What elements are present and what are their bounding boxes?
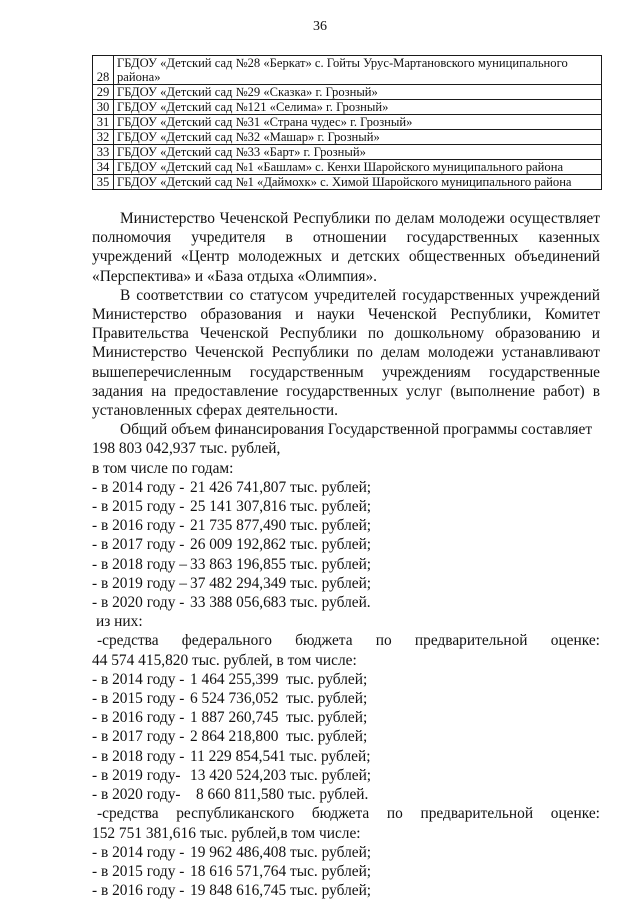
list-item [92,881,600,900]
year-label: - в 2019 году- [92,766,181,784]
year-amount: 33 863 196,855 тыс. рублей; [190,555,372,573]
year-label: - в 2019 году – [92,574,187,592]
list-item [92,574,600,593]
total-by-years-list [92,478,600,612]
year-amount: 1 887 260,745 тыс. рублей; [190,709,368,727]
list-item [92,843,600,862]
table-row [93,160,602,175]
year-label: - в 2015 году - [92,690,185,708]
year-amount: 26 009 192,862 тыс. рублей; [190,536,372,554]
year-amount: 21 735 877,490 тыс. рублей; [190,517,372,535]
year-amount: 6 524 736,052 тыс. рублей; [190,690,368,708]
year-amount: 18 616 571,764 тыс. рублей; [190,862,372,880]
heading-word: республиканского [176,805,295,823]
heading-word: оценке: [550,632,600,650]
row-name-line: ГБДОУ «Детский сад №28 «Беркат» с. Гойты Урус-Мартановского муниципального [117,56,568,70]
table-row [93,175,602,190]
year-label: - в 2016 году - [92,517,185,535]
list-item [92,593,600,612]
row-name: ГБДОУ «Детский сад №31 «Страна чудес» г. Грозный» [114,115,602,130]
year-amount: 19 848 616,745 тыс. рублей; [190,882,372,900]
year-label: - в 2016 году - [92,882,185,900]
year-label: - в 2017 году - [92,728,185,746]
row-name: ГБДОУ «Детский сад №32 «Машар» г. Грозный» [114,130,602,145]
year-amount: 8 660 811,580 тыс. рублей. [196,786,369,804]
year-label: - в 2014 году - [92,843,185,861]
heading-word: бюджета [311,805,370,823]
year-label: - в 2018 году - [92,747,185,765]
row-name [114,56,602,85]
year-amount: 33 388 056,683 тыс. рублей. [190,594,371,612]
list-item [92,478,600,497]
document-body [92,209,600,900]
republic-amount: 152 751 381,616 тыс. рублей,в том числе: [92,824,361,842]
page-number: 36 [313,19,327,34]
year-amount: 21 426 741,807 тыс. рублей; [190,478,372,496]
heading-word: по [375,632,392,650]
heading-word: -средства [97,632,159,650]
year-amount: 13 420 524,203 тыс. рублей; [190,766,372,784]
list-item [92,747,600,766]
list-item [92,516,600,535]
year-label: - в 2014 году - [92,670,185,688]
republic-budget-heading [92,804,600,823]
year-label: - в 2014 году - [92,478,185,496]
list-item [92,555,600,574]
row-number: 29 [93,85,114,100]
list-item [92,689,600,708]
table-row [93,115,602,130]
year-label: - в 2020 году - [92,594,185,612]
table-row [93,145,602,160]
republic-by-years-list [92,843,600,901]
year-amount: 2 864 218,800 тыс. рублей; [190,728,368,746]
row-name-line: района» [117,70,161,84]
list-item [92,708,600,727]
year-amount: 37 482 294,349 тыс. рублей; [190,574,372,592]
year-label: - в 2015 году - [92,498,185,516]
table-row [93,85,602,100]
total-amount: 198 803 042,937 тыс. рублей, [92,440,281,458]
list-item [92,535,600,554]
year-amount: 1 464 255,399 тыс. рублей; [190,670,368,688]
row-number: 32 [93,130,114,145]
federal-amount: 44 574 415,820 тыс. рублей, в том числе: [92,651,357,669]
list-item [92,766,600,785]
list-item [92,785,600,804]
by-years-label: в том числе по годам: [92,459,234,477]
of-them-label: из них: [96,613,143,631]
row-number: 33 [93,145,114,160]
year-label: - в 2020 году- [92,786,181,804]
list-item [92,670,600,689]
table-row [93,100,602,115]
year-label: - в 2015 году - [92,862,185,880]
year-label: - в 2018 году – [92,555,187,573]
table-row [93,130,602,145]
row-name: ГБДОУ «Детский сад №29 «Сказка» г. Грозный» [114,85,602,100]
paragraph-founders: В соответствии со статусом учредителей государственных учреждений Министерство образования и науки Чеченской Республики, Комитет Правительства Чеченской Республики по дошкольному образованию и Министерство Чеченской Республики по делам молодежи устанавливают вышеперечисленным государственным учреждениям государственные задания на предоставление государственных услуг (выполнение работ) в установленных сферах деятельности. [92,286,600,420]
heading-word: бюджета [295,632,353,650]
year-amount: 25 141 307,816 тыс. рублей; [190,498,372,516]
row-number: 35 [93,175,114,190]
paragraph-ministry-youth: Министерство Чеченской Республики по делам молодежи осуществляет полномочия учредителя в отношении государственных казенных учреждений «Центр молодежных и детских общественных объединений «Перспектива» и «База отдыха «Олимпия». [92,210,600,285]
federal-by-years-list [92,670,600,804]
list-item [92,862,600,881]
year-label: - в 2016 году - [92,709,185,727]
paragraph-total-financing: Общий объем финансирования Государственной программы составляет [120,421,593,439]
row-name: ГБДОУ «Детский сад №1 «Башлам» с. Кенхи Шаройского муниципального района [114,160,602,175]
row-name: ГБДОУ «Детский сад №33 «Барт» г. Грозный» [114,145,602,160]
heading-word: по [386,805,403,823]
heading-word: оценке: [550,805,600,823]
row-name: ГБДОУ «Детский сад №121 «Селима» г. Грозный» [114,100,602,115]
year-amount: 11 229 854,541 тыс. рублей; [190,747,371,765]
list-item [92,497,600,516]
year-label: - в 2017 году - [92,536,185,554]
list-item [92,727,600,746]
heading-word: предварительной [420,805,534,823]
heading-word: предварительной [414,632,528,650]
table-row [93,56,602,85]
federal-budget-heading [92,631,600,650]
row-number: 30 [93,100,114,115]
institutions-table [92,55,602,190]
year-amount: 19 962 486,408 тыс. рублей; [190,843,372,861]
row-number: 31 [93,115,114,130]
heading-word: федерального [181,632,272,650]
row-number: 34 [93,160,114,175]
row-number: 28 [93,56,114,85]
heading-word: -средства [97,805,159,823]
row-name: ГБДОУ «Детский сад №1 «Даймохк» с. Химой Шаройского муниципального района [114,175,602,190]
